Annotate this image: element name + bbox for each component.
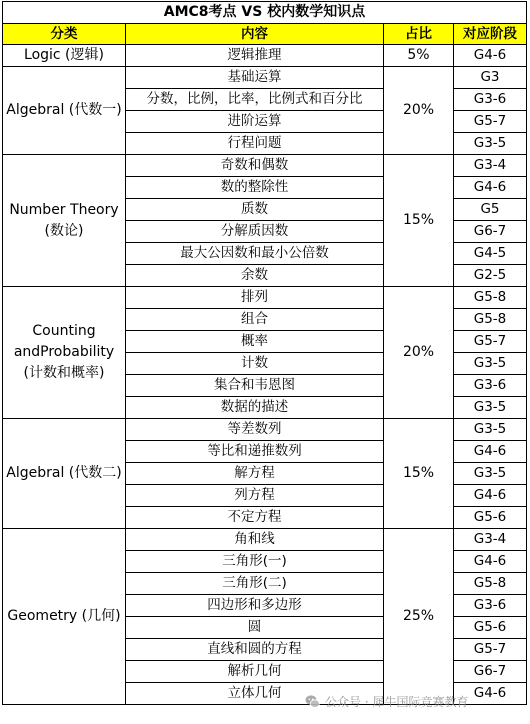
content-cell: 计数	[126, 353, 384, 375]
watermark	[305, 693, 468, 710]
content-cell: 质数	[126, 199, 384, 221]
content-cell: 组合	[126, 309, 384, 331]
grade-cell: G4-6	[454, 45, 527, 67]
content-cell: 集合和韦恩图	[126, 375, 384, 397]
grade-cell: G4-6	[454, 551, 527, 573]
category-cell: Number Theory (数论)	[3, 155, 126, 287]
content-cell: 四边形和多边形	[126, 595, 384, 617]
table-title-row	[3, 2, 527, 24]
ratio-cell: 15%	[384, 155, 454, 287]
content-cell: 列方程	[126, 485, 384, 507]
grade-cell: G3-4	[454, 155, 527, 177]
category-cell: Logic (逻辑)	[3, 45, 126, 67]
content-cell: 三角形(二)	[126, 573, 384, 595]
table-row	[3, 67, 527, 89]
table-body	[3, 45, 527, 705]
grade-cell: G3-5	[454, 397, 527, 419]
table-title: AMC8考点 VS 校内数学知识点	[3, 2, 527, 24]
amc8-knowledge-table	[2, 1, 527, 705]
watermark-text: 公众号 · 犀牛国际竞赛教育	[325, 695, 469, 709]
grade-cell: G4-6	[454, 683, 527, 705]
content-cell: 基础运算	[126, 67, 384, 89]
ratio-cell: 15%	[384, 419, 454, 529]
grade-cell: G6-7	[454, 661, 527, 683]
grade-cell: G3-5	[454, 419, 527, 441]
grade-cell: G5-8	[454, 287, 527, 309]
content-cell: 分数，比例，比率，比例式和百分比	[126, 89, 384, 111]
category-cell: Algebral (代数一)	[3, 67, 126, 155]
content-cell: 角和线	[126, 529, 384, 551]
content-cell: 解方程	[126, 463, 384, 485]
grade-cell: G3-5	[454, 353, 527, 375]
grade-cell: G3-4	[454, 529, 527, 551]
content-cell: 概率	[126, 331, 384, 353]
category-cell: Geometry (几何)	[3, 529, 126, 705]
header-grade: 对应阶段	[454, 24, 527, 45]
header-content: 内容	[126, 24, 384, 45]
content-cell: 等比和递推数列	[126, 441, 384, 463]
content-cell: 分解质因数	[126, 221, 384, 243]
grade-cell: G2-5	[454, 265, 527, 287]
grade-cell: G5-7	[454, 111, 527, 133]
category-cell: Algebral (代数二)	[3, 419, 126, 529]
grade-cell: G5-6	[454, 507, 527, 529]
grade-cell: G5-6	[454, 617, 527, 639]
content-cell: 进阶运算	[126, 111, 384, 133]
ratio-cell: 25%	[384, 529, 454, 705]
content-cell: 数据的描述	[126, 397, 384, 419]
grade-cell: G3	[454, 67, 527, 89]
content-cell: 等差数列	[126, 419, 384, 441]
grade-cell: G5	[454, 199, 527, 221]
grade-cell: G3-6	[454, 89, 527, 111]
content-cell: 排列	[126, 287, 384, 309]
content-cell: 数的整除性	[126, 177, 384, 199]
content-cell: 解析几何	[126, 661, 384, 683]
grade-cell: G5-8	[454, 573, 527, 595]
content-cell: 余数	[126, 265, 384, 287]
content-cell: 逻辑推理	[126, 45, 384, 67]
header-category: 分类	[3, 24, 126, 45]
ratio-cell: 20%	[384, 287, 454, 419]
ratio-cell: 20%	[384, 67, 454, 155]
ratio-cell: 5%	[384, 45, 454, 67]
table-row	[3, 287, 527, 309]
table-row	[3, 529, 527, 551]
grade-cell: G3-5	[454, 133, 527, 155]
table-row	[3, 419, 527, 441]
content-cell: 三角形(一)	[126, 551, 384, 573]
grade-cell: G3-5	[454, 463, 527, 485]
grade-cell: G3-6	[454, 595, 527, 617]
grade-cell: G4-6	[454, 485, 527, 507]
grade-cell: G3-6	[454, 375, 527, 397]
content-cell: 直线和圆的方程	[126, 639, 384, 661]
grade-cell: G4-6	[454, 177, 527, 199]
table-row	[3, 155, 527, 177]
content-cell: 奇数和偶数	[126, 155, 384, 177]
grade-cell: G5-7	[454, 331, 527, 353]
content-cell: 圆	[126, 617, 384, 639]
header-ratio: 占比	[384, 24, 454, 45]
grade-cell: G5-8	[454, 309, 527, 331]
grade-cell: G6-7	[454, 221, 527, 243]
wechat-icon	[305, 694, 320, 709]
header-row	[3, 24, 527, 45]
content-cell: 不定方程	[126, 507, 384, 529]
grade-cell: G4-5	[454, 243, 527, 265]
category-cell: Counting andProbability (计数和概率)	[3, 287, 126, 419]
content-cell: 最大公因数和最小公倍数	[126, 243, 384, 265]
content-cell: 立体几何	[126, 683, 384, 705]
content-cell: 行程问题	[126, 133, 384, 155]
grade-cell: G5-7	[454, 639, 527, 661]
table-row	[3, 45, 527, 67]
grade-cell: G4-6	[454, 441, 527, 463]
